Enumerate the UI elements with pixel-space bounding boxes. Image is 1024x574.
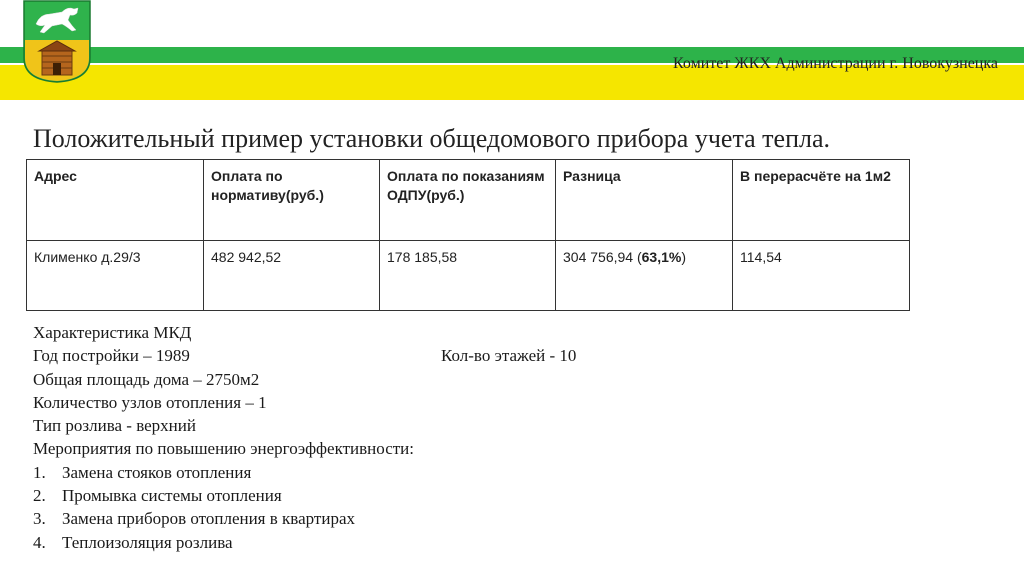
cell-per-m2: 114,54 [733,241,910,311]
header-address: Адрес [27,160,204,241]
list-item: 3. Замена приборов отопления в квартирах [33,509,355,529]
list-item: 4. Теплоизоляция розлива [33,532,233,552]
year-built: Год постройки – 1989 [33,346,190,366]
page-title: Положительный пример установки общедомового прибора учета тепла. [33,124,830,153]
header-norm-payment: Оплата по нормативу(руб.) [204,160,380,241]
distribution-type: Тип розлива - верхний [33,416,196,436]
characteristics-heading: Характеристика МКД [33,323,192,342]
header-difference: Разница [556,160,733,241]
table-header-row [27,160,910,241]
payment-comparison-table [26,159,910,311]
cell-address: Клименко д.29/3 [27,241,204,311]
org-name: Комитет ЖКХ Администрации г. Новокузнецка [673,55,998,72]
measures-heading: Мероприятия по повышению энергоэффективности: [33,439,414,459]
building-characteristics [33,321,414,554]
difference-percent: 63,1% [641,249,682,265]
cell-difference: 304 756,94 (63,1%) [556,241,733,311]
header-per-m2: В перерасчёте на 1м2 [733,160,910,241]
city-coat-of-arms-icon [22,0,92,83]
cell-meter-payment: 178 185,58 [380,241,556,311]
total-area: Общая площадь дома – 2750м2 [33,369,260,389]
floors-count: Кол-во этажей - 10 [441,346,577,365]
header-meter-payment: Оплата по показаниям ОДПУ(руб.) [380,160,556,241]
difference-value: 304 756,94 [563,249,634,265]
list-item: 1. Замена стояков отопления [33,462,252,482]
heating-nodes: Количество узлов отопления – 1 [33,392,267,412]
list-item: 2. Промывка системы отопления [33,486,282,506]
cell-norm-payment: 482 942,52 [204,241,380,311]
table-row [27,241,910,311]
